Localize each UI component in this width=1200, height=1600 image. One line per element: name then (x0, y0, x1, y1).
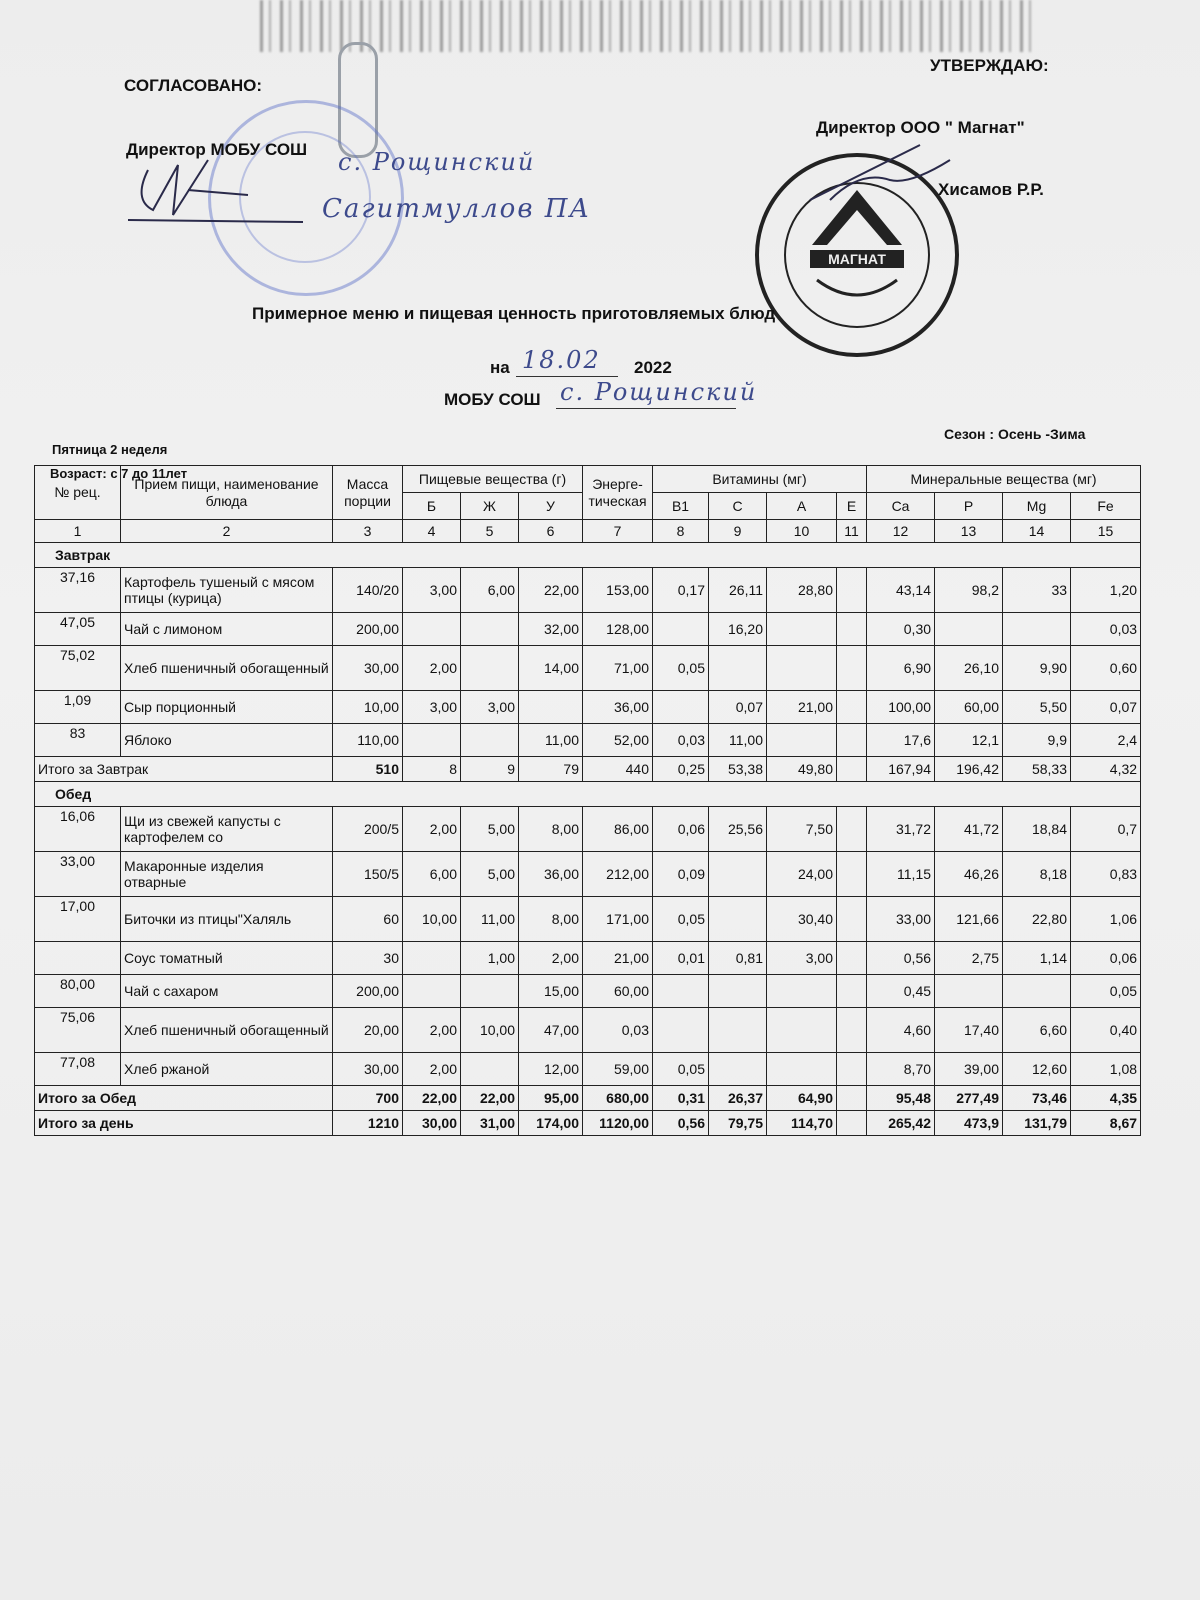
value-cell (709, 975, 767, 1008)
column-number: 13 (935, 520, 1003, 543)
value-cell: 150/5 (333, 852, 403, 897)
value-cell (767, 724, 837, 757)
value-cell: 33,00 (867, 897, 935, 942)
value-cell (837, 807, 867, 852)
total-value: 265,42 (867, 1111, 935, 1136)
value-cell: 21,00 (583, 942, 653, 975)
value-cell: 6,90 (867, 646, 935, 691)
value-cell: 11,00 (709, 724, 767, 757)
value-cell: 200/5 (333, 807, 403, 852)
right-director-name: Хисамов Р.Р. (938, 180, 1044, 199)
value-cell (461, 1053, 519, 1086)
value-cell: 3,00 (403, 568, 461, 613)
value-cell: 3,00 (767, 942, 837, 975)
total-value: 510 (333, 757, 403, 782)
value-cell (653, 613, 709, 646)
header-nutrients: Пищевые вещества (г) (403, 466, 583, 493)
value-cell: 6,00 (461, 568, 519, 613)
day-total-row (35, 1111, 1141, 1136)
value-cell: 2,00 (519, 942, 583, 975)
value-cell: 12,1 (935, 724, 1003, 757)
value-cell: 2,00 (403, 646, 461, 691)
total-value: 131,79 (1003, 1111, 1071, 1136)
value-cell: 0,56 (867, 942, 935, 975)
header-c: C (709, 493, 767, 520)
value-cell: 110,00 (333, 724, 403, 757)
total-value (837, 1086, 867, 1111)
year: 2022 (634, 358, 672, 377)
value-cell (403, 613, 461, 646)
value-cell (767, 1053, 837, 1086)
value-cell (461, 646, 519, 691)
value-cell: 2,00 (403, 1053, 461, 1086)
value-cell: 1,08 (1071, 1053, 1141, 1086)
school-label: МОБУ СОШ (444, 390, 541, 409)
value-cell: 100,00 (867, 691, 935, 724)
header-fe: Fe (1071, 493, 1141, 520)
value-cell (1003, 975, 1071, 1008)
total-value: 22,00 (461, 1086, 519, 1111)
header-a: A (767, 493, 837, 520)
header-vitamins: Витамины (мг) (653, 466, 867, 493)
section-lunch (35, 782, 1141, 807)
dish-name: Хлеб пшеничный обогащенный (121, 1008, 333, 1053)
value-cell: 0,45 (867, 975, 935, 1008)
dish-name: Хлеб ржаной (121, 1053, 333, 1086)
total-value: 1120,00 (583, 1111, 653, 1136)
value-cell: 11,15 (867, 852, 935, 897)
season-label: Сезон : Осень -Зима (944, 426, 1086, 442)
dish-name: Макаронные изделия отварные (121, 852, 333, 897)
value-cell: 6,00 (403, 852, 461, 897)
total-value: 8 (403, 757, 461, 782)
total-value: 700 (333, 1086, 403, 1111)
table-row (35, 1053, 1141, 1086)
header-zh: Ж (461, 493, 519, 520)
value-cell: 0,05 (653, 897, 709, 942)
header-mg: Mg (1003, 493, 1071, 520)
recipe-number: 77,08 (35, 1053, 121, 1086)
table-row (35, 568, 1141, 613)
header-mass: Масса порции (333, 466, 403, 520)
section-breakfast-label: Завтрак (35, 543, 1141, 568)
column-number: 7 (583, 520, 653, 543)
total-value: 95,48 (867, 1086, 935, 1111)
total-value: 4,35 (1071, 1086, 1141, 1111)
value-cell (837, 897, 867, 942)
value-cell: 0,05 (1071, 975, 1141, 1008)
dish-name: Биточки из птицы"Халяль (121, 897, 333, 942)
dish-name: Чай с сахаром (121, 975, 333, 1008)
column-number: 9 (709, 520, 767, 543)
dish-name: Картофель тушеный с мясом птицы (курица) (121, 568, 333, 613)
total-value: 473,9 (935, 1111, 1003, 1136)
value-cell: 26,11 (709, 568, 767, 613)
value-cell (653, 975, 709, 1008)
value-cell: 60,00 (935, 691, 1003, 724)
value-cell: 2,00 (403, 807, 461, 852)
value-cell: 32,00 (519, 613, 583, 646)
value-cell: 43,14 (867, 568, 935, 613)
value-cell: 0,07 (709, 691, 767, 724)
total-value: 0,31 (653, 1086, 709, 1111)
total-value: 58,33 (1003, 757, 1071, 782)
value-cell: 1,00 (461, 942, 519, 975)
total-value: 79,75 (709, 1111, 767, 1136)
value-cell: 15,00 (519, 975, 583, 1008)
menu-table (34, 465, 1141, 1136)
value-cell (709, 897, 767, 942)
column-number: 5 (461, 520, 519, 543)
value-cell (837, 646, 867, 691)
header-e: E (837, 493, 867, 520)
value-cell (653, 1008, 709, 1053)
value-cell (461, 613, 519, 646)
value-cell: 21,00 (767, 691, 837, 724)
value-cell: 5,00 (461, 852, 519, 897)
recipe-number: 75,06 (35, 1008, 121, 1053)
recipe-number: 80,00 (35, 975, 121, 1008)
value-cell: 25,56 (709, 807, 767, 852)
value-cell: 3,00 (461, 691, 519, 724)
total-value: 31,00 (461, 1111, 519, 1136)
value-cell (709, 646, 767, 691)
total-value: 114,70 (767, 1111, 837, 1136)
recipe-number (35, 942, 121, 975)
value-cell: 9,9 (1003, 724, 1071, 757)
total-value: 196,42 (935, 757, 1003, 782)
value-cell: 1,20 (1071, 568, 1141, 613)
value-cell: 28,80 (767, 568, 837, 613)
table-row (35, 852, 1141, 897)
value-cell: 5,00 (461, 807, 519, 852)
total-value: 95,00 (519, 1086, 583, 1111)
lunch-total-row (35, 1086, 1141, 1111)
table-row (35, 807, 1141, 852)
total-value: 49,80 (767, 757, 837, 782)
value-cell: 171,00 (583, 897, 653, 942)
value-cell (403, 975, 461, 1008)
recipe-number: 47,05 (35, 613, 121, 646)
recipe-number: 33,00 (35, 852, 121, 897)
column-number: 11 (837, 520, 867, 543)
recipe-number: 17,00 (35, 897, 121, 942)
left-school-handwritten: с. Рощинский (338, 148, 536, 176)
value-cell (837, 852, 867, 897)
value-cell (935, 975, 1003, 1008)
value-cell: 153,00 (583, 568, 653, 613)
header-b1: B1 (653, 493, 709, 520)
value-cell: 8,70 (867, 1053, 935, 1086)
value-cell: 6,60 (1003, 1008, 1071, 1053)
header-u: У (519, 493, 583, 520)
value-cell: 98,2 (935, 568, 1003, 613)
value-cell: 0,03 (653, 724, 709, 757)
value-cell: 0,03 (583, 1008, 653, 1053)
column-number: 4 (403, 520, 461, 543)
value-cell: 0,07 (1071, 691, 1141, 724)
total-value: 440 (583, 757, 653, 782)
total-value: 277,49 (935, 1086, 1003, 1111)
age-label: Возраст: с 7 до 11лет (50, 466, 188, 481)
recipe-number: 37,16 (35, 568, 121, 613)
value-cell: 2,00 (403, 1008, 461, 1053)
value-cell: 2,4 (1071, 724, 1141, 757)
lunch-total-row-label: Итого за Обед (35, 1086, 333, 1111)
value-cell: 24,00 (767, 852, 837, 897)
value-cell: 18,84 (1003, 807, 1071, 852)
value-cell: 140/20 (333, 568, 403, 613)
value-cell: 8,18 (1003, 852, 1071, 897)
value-cell: 1,06 (1071, 897, 1141, 942)
value-cell: 4,60 (867, 1008, 935, 1053)
approve-label: УТВЕРЖДАЮ: (930, 56, 1049, 75)
value-cell: 0,06 (653, 807, 709, 852)
value-cell (837, 1008, 867, 1053)
school-underline (556, 408, 736, 409)
header-p: P (935, 493, 1003, 520)
breakfast-total-row (35, 757, 1141, 782)
date-handwritten: 18.02 (522, 346, 601, 374)
dish-name: Щи из свежей капусты с картофелем со (121, 807, 333, 852)
value-cell: 8,00 (519, 807, 583, 852)
total-value: 167,94 (867, 757, 935, 782)
value-cell: 30,40 (767, 897, 837, 942)
total-value: 0,56 (653, 1111, 709, 1136)
value-cell: 200,00 (333, 613, 403, 646)
value-cell: 0,06 (1071, 942, 1141, 975)
value-cell: 60,00 (583, 975, 653, 1008)
header-row-1 (35, 466, 1141, 493)
value-cell (709, 1008, 767, 1053)
value-cell: 20,00 (333, 1008, 403, 1053)
day-total-row-label: Итого за день (35, 1111, 333, 1136)
value-cell: 8,00 (519, 897, 583, 942)
column-number: 10 (767, 520, 837, 543)
column-number: 15 (1071, 520, 1141, 543)
value-cell: 0,30 (867, 613, 935, 646)
section-lunch-label: Обед (35, 782, 1141, 807)
value-cell: 86,00 (583, 807, 653, 852)
header-energy: Энерге-тическая (583, 466, 653, 520)
value-cell: 0,60 (1071, 646, 1141, 691)
value-cell (767, 613, 837, 646)
value-cell: 47,00 (519, 1008, 583, 1053)
right-signature (800, 140, 960, 210)
on-label: на (490, 358, 510, 377)
column-number: 1 (35, 520, 121, 543)
value-cell: 10,00 (403, 897, 461, 942)
left-director-name-handwritten: Сагитмуллов ПА (322, 194, 592, 224)
value-cell: 0,03 (1071, 613, 1141, 646)
value-cell (1003, 613, 1071, 646)
header-minerals: Минеральные вещества (мг) (867, 466, 1141, 493)
value-cell: 0,83 (1071, 852, 1141, 897)
table-row (35, 691, 1141, 724)
value-cell: 0,09 (653, 852, 709, 897)
value-cell (767, 1008, 837, 1053)
value-cell (709, 1053, 767, 1086)
value-cell: 0,40 (1071, 1008, 1141, 1053)
value-cell (403, 942, 461, 975)
value-cell: 3,00 (403, 691, 461, 724)
value-cell: 71,00 (583, 646, 653, 691)
value-cell (837, 613, 867, 646)
value-cell: 16,20 (709, 613, 767, 646)
right-director-title: Директор ООО " Магнат" (816, 118, 1025, 137)
value-cell: 0,17 (653, 568, 709, 613)
value-cell (837, 568, 867, 613)
breakfast-total-row-label: Итого за Завтрак (35, 757, 333, 782)
value-cell: 2,75 (935, 942, 1003, 975)
value-cell: 9,90 (1003, 646, 1071, 691)
value-cell: 17,40 (935, 1008, 1003, 1053)
total-value: 22,00 (403, 1086, 461, 1111)
header-rec: № рец. (35, 466, 121, 520)
total-value: 30,00 (403, 1111, 461, 1136)
column-number: 14 (1003, 520, 1071, 543)
column-number: 6 (519, 520, 583, 543)
value-cell: 0,05 (653, 1053, 709, 1086)
value-cell (837, 942, 867, 975)
table-row (35, 942, 1141, 975)
value-cell: 7,50 (767, 807, 837, 852)
value-cell: 39,00 (935, 1053, 1003, 1086)
value-cell: 1,14 (1003, 942, 1071, 975)
value-cell (709, 852, 767, 897)
top-print-smudge (260, 0, 1040, 52)
total-value: 64,90 (767, 1086, 837, 1111)
value-cell (837, 975, 867, 1008)
value-cell: 121,66 (935, 897, 1003, 942)
total-value: 9 (461, 757, 519, 782)
value-cell: 41,72 (935, 807, 1003, 852)
total-value: 680,00 (583, 1086, 653, 1111)
recipe-number: 1,09 (35, 691, 121, 724)
total-value: 0,25 (653, 757, 709, 782)
value-cell: 128,00 (583, 613, 653, 646)
value-cell: 52,00 (583, 724, 653, 757)
value-cell: 30 (333, 942, 403, 975)
value-cell: 36,00 (583, 691, 653, 724)
value-cell: 36,00 (519, 852, 583, 897)
total-value: 73,46 (1003, 1086, 1071, 1111)
total-value: 53,38 (709, 757, 767, 782)
column-number: 12 (867, 520, 935, 543)
value-cell (837, 724, 867, 757)
school-handwritten: с. Рощинский (560, 378, 758, 406)
value-cell: 22,00 (519, 568, 583, 613)
value-cell: 30,00 (333, 646, 403, 691)
dish-name: Соус томатный (121, 942, 333, 975)
column-number: 3 (333, 520, 403, 543)
value-cell: 46,26 (935, 852, 1003, 897)
value-cell: 26,10 (935, 646, 1003, 691)
total-value: 26,37 (709, 1086, 767, 1111)
dish-name: Яблоко (121, 724, 333, 757)
value-cell: 60 (333, 897, 403, 942)
value-cell: 17,6 (867, 724, 935, 757)
value-cell: 10,00 (461, 1008, 519, 1053)
column-number: 8 (653, 520, 709, 543)
column-number: 2 (121, 520, 333, 543)
dish-name: Чай с лимоном (121, 613, 333, 646)
value-cell (767, 646, 837, 691)
date-underline (516, 376, 618, 377)
dish-name: Хлеб пшеничный обогащенный (121, 646, 333, 691)
table-row (35, 897, 1141, 942)
left-signature (128, 150, 308, 230)
value-cell (837, 1053, 867, 1086)
total-value: 174,00 (519, 1111, 583, 1136)
agreed-label: СОГЛАСОВАНО: (124, 76, 263, 95)
value-cell: 14,00 (519, 646, 583, 691)
value-cell: 0,81 (709, 942, 767, 975)
value-cell: 5,50 (1003, 691, 1071, 724)
value-cell: 212,00 (583, 852, 653, 897)
total-value (837, 757, 867, 782)
dish-name: Сыр порционный (121, 691, 333, 724)
value-cell (461, 975, 519, 1008)
value-cell: 10,00 (333, 691, 403, 724)
value-cell (403, 724, 461, 757)
recipe-number: 75,02 (35, 646, 121, 691)
total-value (837, 1111, 867, 1136)
table-row (35, 975, 1141, 1008)
value-cell (653, 691, 709, 724)
total-value: 4,32 (1071, 757, 1141, 782)
table-row (35, 1008, 1141, 1053)
value-cell: 22,80 (1003, 897, 1071, 942)
value-cell: 0,01 (653, 942, 709, 975)
value-cell (837, 691, 867, 724)
total-value: 79 (519, 757, 583, 782)
section-breakfast (35, 543, 1141, 568)
recipe-number: 16,06 (35, 807, 121, 852)
header-ca: Ca (867, 493, 935, 520)
left-director-title: Директор МОБУ СОШ (126, 140, 308, 159)
total-value: 1210 (333, 1111, 403, 1136)
value-cell: 33 (1003, 568, 1071, 613)
value-cell: 0,05 (653, 646, 709, 691)
header-b: Б (403, 493, 461, 520)
table-row (35, 724, 1141, 757)
value-cell: 0,7 (1071, 807, 1141, 852)
value-cell: 200,00 (333, 975, 403, 1008)
value-cell (767, 975, 837, 1008)
value-cell: 12,00 (519, 1053, 583, 1086)
value-cell (935, 613, 1003, 646)
total-value: 8,67 (1071, 1111, 1141, 1136)
value-cell: 11,00 (461, 897, 519, 942)
recipe-number: 83 (35, 724, 121, 757)
header-meal: Прием пищи, наименование блюда (121, 466, 333, 520)
value-cell: 59,00 (583, 1053, 653, 1086)
value-cell: 31,72 (867, 807, 935, 852)
table-row (35, 613, 1141, 646)
value-cell: 11,00 (519, 724, 583, 757)
value-cell: 30,00 (333, 1053, 403, 1086)
day-label: Пятница 2 неделя (52, 442, 168, 457)
document-title: Примерное меню и пищевая ценность приготовляемых блюд (252, 304, 776, 323)
column-number-row (35, 520, 1141, 543)
value-cell (461, 724, 519, 757)
value-cell (519, 691, 583, 724)
seal-text: МАГНАТ (828, 251, 886, 267)
value-cell: 12,60 (1003, 1053, 1071, 1086)
table-row (35, 646, 1141, 691)
